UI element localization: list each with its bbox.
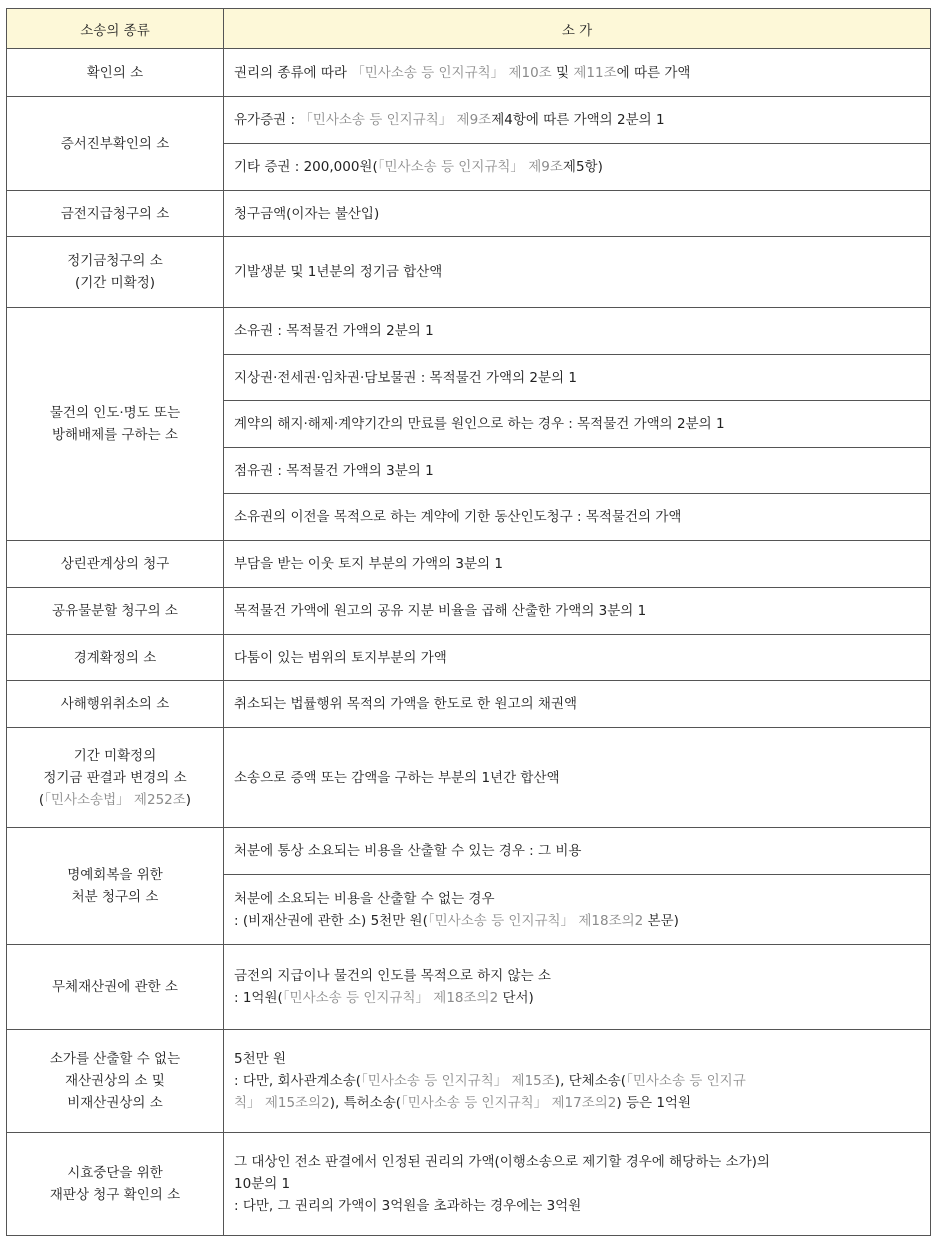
cell-text: 경계확정의 소 bbox=[73, 649, 157, 666]
cell-line bbox=[13, 767, 217, 789]
table-body bbox=[7, 49, 931, 1236]
cell-text: 방해배제를 구하는 소 bbox=[52, 427, 178, 443]
cell-line bbox=[234, 767, 920, 789]
table-row bbox=[7, 588, 931, 635]
cell-line bbox=[234, 261, 920, 283]
cell-text: 재판상 청구 확인의 소 bbox=[49, 1187, 181, 1203]
cell-text: : (비재산권에 관한 소) 5천만 원( bbox=[234, 912, 428, 929]
cell-text: 5천만 원 bbox=[234, 1051, 287, 1067]
cell-text: 유가증권 : bbox=[234, 112, 300, 128]
lawsuit-type-cell bbox=[7, 97, 224, 191]
cell-text: : 다만, 그 권리의 가액이 3억원을 초과하는 경우에는 3억원 bbox=[234, 1198, 582, 1214]
cell-line bbox=[234, 320, 920, 342]
cell-line bbox=[13, 133, 217, 155]
cell-line bbox=[234, 1151, 920, 1173]
lawsuit-value-cell bbox=[224, 308, 931, 355]
cell-line bbox=[234, 156, 920, 178]
cell-line bbox=[13, 886, 217, 908]
cell-text: : 1억원( bbox=[234, 990, 283, 1006]
cell-text: 정기금청구의 소 bbox=[67, 253, 163, 269]
cell-text: ), 특허소송( bbox=[329, 1095, 402, 1111]
cell-text: 부담을 받는 이웃 토지 부분의 가액의 3분의 1 bbox=[234, 556, 503, 572]
cell-line bbox=[13, 647, 217, 669]
lawsuit-value-cell bbox=[224, 588, 931, 635]
lawsuit-type-cell bbox=[7, 308, 224, 541]
cell-text: 상린관계상의 청구 bbox=[60, 556, 170, 572]
lawsuit-value-cell bbox=[224, 49, 931, 97]
cell-text: 소송으로 증액 또는 감액을 구하는 부분의 1년간 합산액 bbox=[234, 769, 560, 786]
law-reference-text: 「민사소송법」 제252조 bbox=[44, 791, 186, 808]
lawsuit-value-cell bbox=[224, 728, 931, 828]
cell-text: 제4항에 따른 가액의 2분의 1 bbox=[491, 112, 665, 128]
cell-text: 기발생분 및 1년분의 정기금 합산액 bbox=[234, 264, 443, 280]
cell-line bbox=[234, 1048, 920, 1070]
cell-text: 금전의 지급이나 물건의 인도를 목적으로 하지 않는 소 bbox=[234, 968, 551, 984]
lawsuit-value-cell bbox=[224, 191, 931, 237]
table-row bbox=[7, 1133, 931, 1236]
lawsuit-type-cell bbox=[7, 588, 224, 635]
cell-line bbox=[13, 789, 217, 811]
cell-line bbox=[234, 1195, 920, 1217]
lawsuit-type-cell bbox=[7, 635, 224, 681]
lawsuit-type-cell bbox=[7, 541, 224, 588]
cell-text: 처분에 통상 소요되는 비용을 산출할 수 있는 경우 : 그 비용 bbox=[234, 843, 582, 859]
law-reference-text: 「민사소송 등 인지규칙」 제18조의2 bbox=[282, 990, 499, 1006]
cell-text: 권리의 종류에 따라 bbox=[234, 64, 352, 81]
cell-line bbox=[234, 1173, 920, 1195]
table-row bbox=[7, 828, 931, 875]
cell-text: 비재산권상의 소 bbox=[67, 1095, 163, 1111]
cell-text: 사해행위취소의 소 bbox=[60, 696, 170, 712]
cell-line bbox=[234, 910, 920, 932]
cell-text: 지상권·전세권·임차권·담보물권 : 목적물건 가액의 2분의 1 bbox=[234, 369, 577, 386]
cell-line bbox=[13, 864, 217, 886]
lawsuit-value-cell bbox=[224, 494, 931, 541]
cell-line bbox=[13, 600, 217, 622]
cell-line bbox=[234, 203, 920, 225]
cell-text: : 다만, 회사관계소송( bbox=[234, 1073, 362, 1089]
cell-line bbox=[13, 553, 217, 575]
cell-line bbox=[234, 506, 920, 528]
lawsuit-type-cell bbox=[7, 945, 224, 1030]
cell-text: 처분 청구의 소 bbox=[71, 889, 159, 905]
cell-text: 소가를 산출할 수 없는 bbox=[49, 1051, 181, 1067]
lawsuit-value-cell bbox=[224, 681, 931, 728]
cell-text: 공유물분할 청구의 소 bbox=[52, 603, 178, 619]
law-reference-text: 칙」 제15조의2 bbox=[234, 1095, 330, 1111]
cell-text: 확인의 소 bbox=[86, 64, 144, 81]
cell-text: 본문) bbox=[643, 912, 679, 929]
cell-text: 증서진부확인의 소 bbox=[60, 135, 170, 152]
lawsuit-type-cell bbox=[7, 1030, 224, 1133]
lawsuit-value-cell bbox=[224, 875, 931, 945]
table-row bbox=[7, 635, 931, 681]
cell-line bbox=[13, 1070, 217, 1092]
header-lawsuit-type: 소송의 종류 bbox=[7, 9, 224, 49]
lawsuit-type-cell bbox=[7, 1133, 224, 1236]
cell-text: 다툼이 있는 범위의 토지부분의 가액 bbox=[234, 649, 447, 666]
lawsuit-value-cell bbox=[224, 635, 931, 681]
cell-line bbox=[234, 987, 920, 1009]
cell-text: 10분의 1 bbox=[234, 1176, 291, 1192]
cell-text: 시효중단을 위한 bbox=[67, 1165, 163, 1181]
cell-line bbox=[13, 250, 217, 272]
cell-line bbox=[234, 647, 920, 669]
table-row bbox=[7, 681, 931, 728]
cell-line bbox=[13, 1048, 217, 1070]
cell-line bbox=[13, 272, 217, 294]
cell-line bbox=[234, 62, 920, 84]
cell-text: ), 단체소송( bbox=[554, 1073, 627, 1089]
table-row bbox=[7, 49, 931, 97]
cell-line bbox=[13, 1162, 217, 1184]
law-reference-text: 「민사소송 등 인지규칙」 제18조의2 bbox=[427, 912, 644, 929]
cell-line bbox=[234, 367, 920, 389]
cell-text: 기타 증권 : 200,000원( bbox=[234, 159, 378, 175]
cell-line bbox=[234, 1092, 920, 1114]
cell-text: 그 대상인 전소 판결에서 인정된 권리의 가액(이행소송으로 제기할 경우에 해당하는 소가)의 bbox=[234, 1154, 770, 1170]
cell-text: 에 따른 가액 bbox=[616, 64, 691, 81]
cell-line bbox=[234, 693, 920, 715]
cell-text: ) 등은 1억원 bbox=[616, 1095, 692, 1111]
cell-text: ( bbox=[38, 791, 45, 808]
cell-line bbox=[234, 888, 920, 910]
lawsuit-value-table bbox=[6, 8, 931, 1236]
lawsuit-type-cell bbox=[7, 49, 224, 97]
cell-line bbox=[234, 460, 920, 482]
law-reference-text: 「민사소송 등 인지규칙」 제9조 bbox=[299, 112, 492, 128]
table-row bbox=[7, 237, 931, 308]
header-lawsuit-value: 소 가 bbox=[224, 9, 931, 49]
cell-text: 물건의 인도·명도 또는 bbox=[49, 405, 181, 421]
table-row bbox=[7, 1030, 931, 1133]
cell-line bbox=[13, 693, 217, 715]
table-row bbox=[7, 308, 931, 355]
lawsuit-value-cell bbox=[224, 541, 931, 588]
cell-text: 소유권 : 목적물건 가액의 2분의 1 bbox=[234, 323, 434, 339]
cell-line bbox=[234, 413, 920, 435]
cell-line bbox=[13, 402, 217, 424]
table-row bbox=[7, 97, 931, 144]
cell-line bbox=[234, 840, 920, 862]
law-reference-text: 「민사소송 등 인지규칙」 제9조 bbox=[377, 159, 563, 175]
cell-text: 재산권상의 소 및 bbox=[65, 1073, 165, 1089]
cell-line bbox=[234, 553, 920, 575]
lawsuit-value-cell bbox=[224, 1133, 931, 1236]
cell-text: 기간 미확정의 bbox=[73, 747, 157, 764]
table-row bbox=[7, 945, 931, 1030]
lawsuit-value-cell bbox=[224, 448, 931, 494]
cell-line bbox=[13, 745, 217, 767]
cell-text: 및 bbox=[551, 64, 574, 81]
cell-line bbox=[13, 203, 217, 225]
lawsuit-value-cell bbox=[224, 945, 931, 1030]
cell-line bbox=[13, 1184, 217, 1206]
cell-text: 청구금액(이자는 불산입) bbox=[234, 205, 380, 222]
cell-line bbox=[234, 965, 920, 987]
lawsuit-value-cell bbox=[224, 828, 931, 875]
cell-text: 소유권의 이전을 목적으로 하는 계약에 기한 동산인도청구 : 목적물건의 가액 bbox=[234, 509, 682, 525]
lawsuit-type-cell bbox=[7, 237, 224, 308]
cell-text: 무체재산권에 관한 소 bbox=[52, 979, 178, 995]
table-row bbox=[7, 728, 931, 828]
cell-line bbox=[234, 600, 920, 622]
law-reference-text: 「민사소송 등 인지규칙」 제17조의2 bbox=[401, 1095, 617, 1111]
cell-text: 점유권 : 목적물건 가액의 3분의 1 bbox=[234, 462, 434, 479]
cell-text: 목적물건 가액에 원고의 공유 지분 비율을 곱해 산출한 가액의 3분의 1 bbox=[234, 603, 647, 619]
lawsuit-value-cell bbox=[224, 1030, 931, 1133]
cell-text: 취소되는 법률행위 목적의 가액을 한도로 한 원고의 채권액 bbox=[234, 696, 578, 712]
cell-text: ) bbox=[185, 791, 192, 808]
cell-text: (기간 미확정) bbox=[74, 275, 156, 291]
lawsuit-value-cell bbox=[224, 97, 931, 144]
lawsuit-type-cell bbox=[7, 681, 224, 728]
cell-text: 정기금 판결과 변경의 소 bbox=[43, 769, 187, 786]
cell-line bbox=[234, 1070, 920, 1092]
cell-line bbox=[13, 62, 217, 84]
law-reference-text: 「민사소송 등 인지규칙」 제10조 bbox=[351, 64, 552, 81]
cell-text: 단서) bbox=[498, 990, 534, 1006]
cell-line bbox=[13, 976, 217, 998]
cell-text: 명예회복을 위한 bbox=[67, 867, 163, 883]
cell-line bbox=[13, 1092, 217, 1114]
lawsuit-type-cell bbox=[7, 728, 224, 828]
cell-line bbox=[13, 424, 217, 446]
lawsuit-value-cell bbox=[224, 144, 931, 191]
law-reference-text: 「민사소송 등 인지규 bbox=[626, 1073, 746, 1089]
cell-text: 금전지급청구의 소 bbox=[60, 205, 170, 222]
table-row bbox=[7, 191, 931, 237]
cell-text: 계약의 해지·해제·계약기간의 만료를 원인으로 하는 경우 : 목적물건 가액의 2분의 1 bbox=[234, 416, 725, 432]
lawsuit-value-cell bbox=[224, 237, 931, 308]
law-reference-text: 「민사소송 등 인지규칙」 제15조 bbox=[361, 1073, 555, 1089]
lawsuit-value-cell bbox=[224, 401, 931, 448]
table-header-row bbox=[7, 9, 931, 49]
cell-line bbox=[234, 109, 920, 131]
lawsuit-type-cell bbox=[7, 191, 224, 237]
cell-text: 제5항) bbox=[562, 159, 603, 175]
lawsuit-value-cell bbox=[224, 355, 931, 401]
lawsuit-type-cell bbox=[7, 828, 224, 945]
table-row bbox=[7, 541, 931, 588]
law-reference-text: 제11조 bbox=[573, 64, 617, 81]
cell-text: 처분에 소요되는 비용을 산출할 수 없는 경우 bbox=[234, 890, 495, 907]
